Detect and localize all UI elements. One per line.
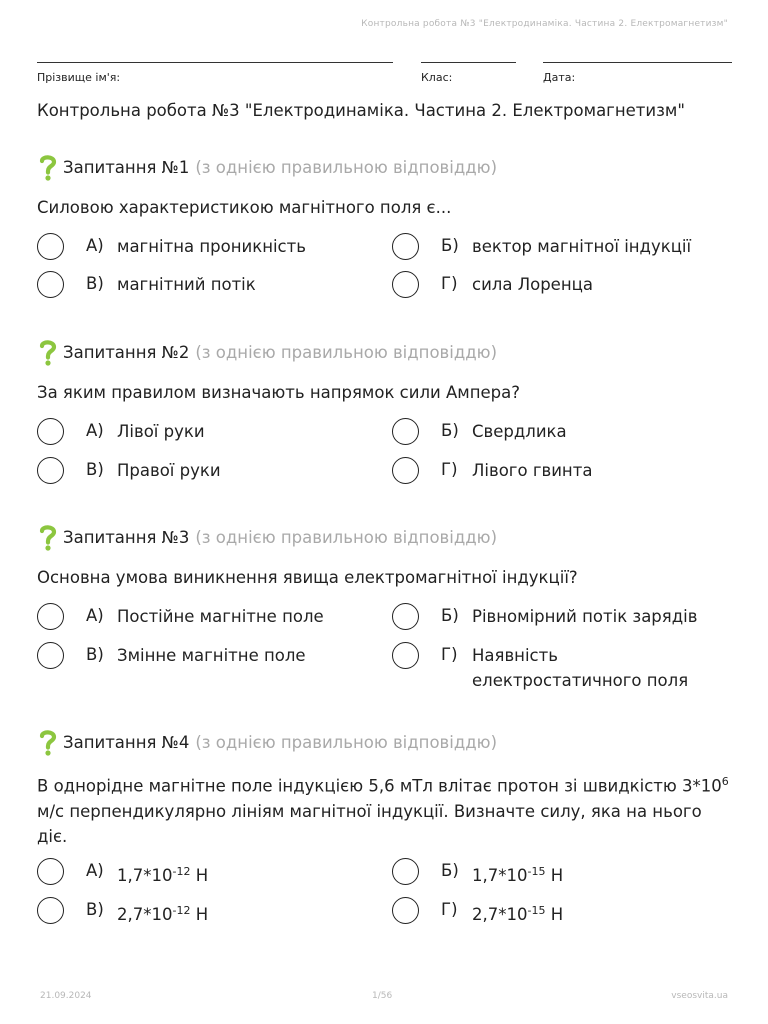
question-4-note: (з однією правильною відповіддю) <box>195 732 498 752</box>
radio-button[interactable] <box>37 233 64 260</box>
option-text: Наявність електростатичного поля <box>472 646 689 690</box>
option-text: сила Лоренца <box>472 275 593 294</box>
question-2-note: (з однією правильною відповіддю) <box>195 342 498 362</box>
option-letter: Б) <box>441 421 459 440</box>
option-text: магнітна проникність <box>117 237 306 256</box>
radio-button[interactable] <box>392 897 419 924</box>
name-label: Прізвище ім'я: <box>37 71 121 84</box>
running-header: Контрольна робота №3 "Електродинаміка. Частина 2. Електромагнетизм" <box>361 19 728 29</box>
radio-button[interactable] <box>392 457 419 484</box>
question-4-option-d[interactable] <box>392 897 563 927</box>
question-2-option-d[interactable] <box>392 457 592 484</box>
option-letter: Г) <box>441 900 458 919</box>
option-text: Змінне магнітне поле <box>117 646 306 665</box>
question-2-option-b[interactable] <box>392 418 567 445</box>
option-text <box>472 898 563 927</box>
question-3-note: (з однією правильною відповіддю) <box>195 527 498 547</box>
question-4-exponent: 6 <box>721 775 729 788</box>
option-letter: А) <box>86 861 104 880</box>
option-base: 2,7*10 <box>472 905 528 924</box>
radio-button[interactable] <box>392 418 419 445</box>
radio-button[interactable] <box>37 642 64 669</box>
question-mark-icon <box>37 728 59 756</box>
option-text <box>117 859 208 888</box>
option-unit: Н <box>545 866 564 885</box>
radio-button[interactable] <box>37 457 64 484</box>
option-letter: Б) <box>441 861 459 880</box>
question-2-text: За яким правилом визначають напрямок сили Ампера? <box>37 383 521 402</box>
option-exponent: -12 <box>172 904 191 917</box>
date-underline <box>543 62 732 63</box>
radio-button[interactable] <box>392 271 419 298</box>
option-text: магнітний потік <box>117 275 256 294</box>
question-4-header <box>37 728 497 756</box>
question-mark-icon <box>37 153 59 181</box>
option-letter: А) <box>86 236 104 255</box>
question-1-option-b[interactable] <box>392 233 691 260</box>
radio-button[interactable] <box>37 418 64 445</box>
question-1-option-a[interactable] <box>37 233 306 260</box>
footer-page-number: 1/56 <box>372 991 393 1001</box>
option-letter: В) <box>86 274 104 293</box>
option-base: 1,7*10 <box>472 866 528 885</box>
option-text: Правої руки <box>117 461 221 480</box>
option-text: вектор магнітної індукції <box>472 237 692 256</box>
class-label: Клас: <box>421 71 453 84</box>
question-mark-icon <box>37 523 59 551</box>
radio-button[interactable] <box>37 897 64 924</box>
question-4-option-a[interactable] <box>37 858 208 888</box>
footer-date: 21.09.2024 <box>40 991 92 1001</box>
option-letter: Г) <box>441 645 458 664</box>
option-letter: В) <box>86 460 104 479</box>
option-exponent: -12 <box>172 865 191 878</box>
question-3-header <box>37 523 497 551</box>
radio-button[interactable] <box>37 603 64 630</box>
option-unit: Н <box>545 905 564 924</box>
option-letter: А) <box>86 606 104 625</box>
option-text: Лівої руки <box>117 422 205 441</box>
question-2-header <box>37 338 497 366</box>
radio-button[interactable] <box>37 271 64 298</box>
option-unit: Н <box>190 866 209 885</box>
question-1-note: (з однією правильною відповіддю) <box>195 157 498 177</box>
radio-button[interactable] <box>37 858 64 885</box>
question-4-title: Запитання №4 <box>63 732 190 752</box>
option-letter: В) <box>86 645 104 664</box>
question-3-option-d[interactable] <box>392 642 712 693</box>
option-letter: Г) <box>441 460 458 479</box>
question-4-text <box>37 769 737 849</box>
option-letter: Б) <box>441 236 459 255</box>
question-1-option-d[interactable] <box>392 271 593 298</box>
question-mark-icon <box>37 338 59 366</box>
question-1-header <box>37 153 497 181</box>
option-unit: Н <box>190 905 209 924</box>
option-letter: А) <box>86 421 104 440</box>
option-text: Постійне магнітне поле <box>117 607 324 626</box>
question-2-title: Запитання №2 <box>63 342 190 362</box>
name-underline <box>37 62 393 63</box>
option-letter: Б) <box>441 606 459 625</box>
option-text <box>117 898 208 927</box>
option-text: Лівого гвинта <box>472 461 593 480</box>
question-2-option-c[interactable] <box>37 457 221 484</box>
date-label: Дата: <box>543 71 576 84</box>
option-exponent: -15 <box>527 904 546 917</box>
radio-button[interactable] <box>392 233 419 260</box>
option-base: 1,7*10 <box>117 866 173 885</box>
class-underline <box>421 62 516 63</box>
question-1-title: Запитання №1 <box>63 157 190 177</box>
option-base: 2,7*10 <box>117 905 173 924</box>
question-4-option-b[interactable] <box>392 858 563 888</box>
option-text <box>472 859 563 888</box>
question-3-text: Основна умова виникнення явища електромагнітної індукції? <box>37 568 578 587</box>
question-4-option-c[interactable] <box>37 897 208 927</box>
question-3-title: Запитання №3 <box>63 527 190 547</box>
option-letter: Г) <box>441 274 458 293</box>
question-3-option-b[interactable] <box>392 603 697 630</box>
question-4-text-part: В однорідне магнітне поле індукцією 5,6 мТл влітає протон зі швидкістю 3*10 <box>37 776 722 796</box>
question-1-option-c[interactable] <box>37 271 256 298</box>
footer-site-link[interactable]: vseosvita.ua <box>671 991 728 1001</box>
question-2-option-a[interactable] <box>37 418 205 445</box>
document-title: Контрольна робота №3 "Електродинаміка. Частина 2. Електромагнетизм" <box>37 101 685 120</box>
option-text: Свердлика <box>472 422 567 441</box>
option-letter: В) <box>86 900 104 919</box>
question-1-text: Силовою характеристикою магнітного поля є... <box>37 198 452 217</box>
question-3-option-c[interactable] <box>37 642 306 669</box>
radio-button[interactable] <box>392 603 419 630</box>
radio-button[interactable] <box>392 858 419 885</box>
option-text: Рівномірний потік зарядів <box>472 607 698 626</box>
question-3-option-a[interactable] <box>37 603 324 630</box>
radio-button[interactable] <box>392 642 419 669</box>
option-exponent: -15 <box>527 865 546 878</box>
question-4-text-part: м/с перпендикулярно лініям магнітної індукції. Визначте силу, яка на нього діє. <box>37 801 702 846</box>
